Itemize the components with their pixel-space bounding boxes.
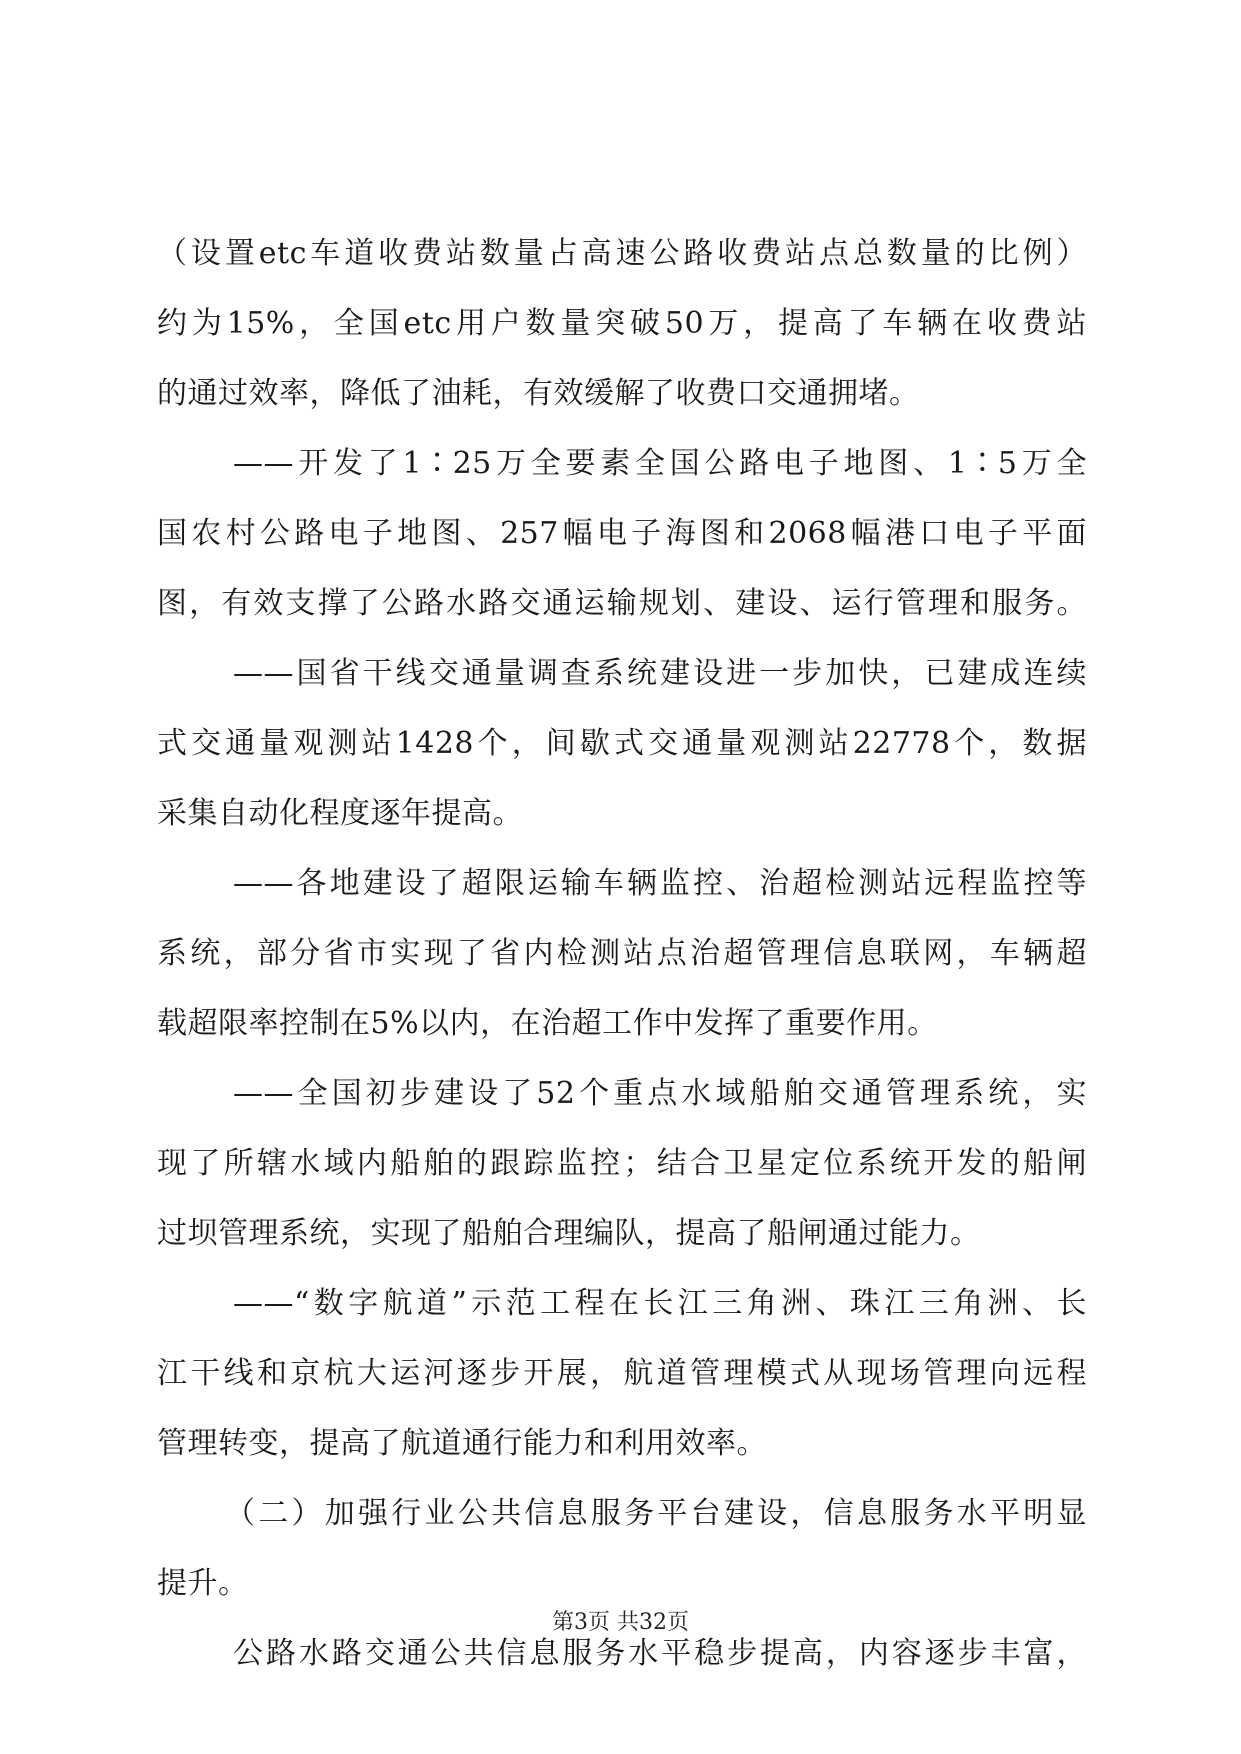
text-line-14: 现了所辖水域内船舶的跟踪监控；结合卫星定位系统开发的船闸	[157, 1146, 1087, 1181]
text-line-1: （设置etc车道收费站数量占高速公路收费站点总数量的比例）	[157, 236, 1087, 271]
text-line-16: ——“数字航道”示范工程在长江三角洲、珠江三角洲、长	[233, 1286, 1087, 1321]
page-footer: 第3页 共32页	[552, 1610, 689, 1635]
text-line-11: 系统，部分省市实现了省内检测站点治超管理信息联网，车辆超	[157, 936, 1087, 971]
text-line-2: 约为15%，全国etc用户数量突破50万，提高了车辆在收费站	[157, 306, 1087, 341]
text-line-10: ——各地建设了超限运输车辆监控、治超检测站远程监控等	[233, 866, 1087, 901]
text-line-12: 载超限率控制在5%以内，在治超工作中发挥了重要作用。	[157, 1006, 938, 1041]
text-line-7: ——国省干线交通量调查系统建设进一步加快，已建成连续	[233, 656, 1087, 691]
text-line-4: ——开发了1∶25万全要素全国公路电子地图、1∶5万全	[233, 446, 1087, 481]
text-line-13: ——全国初步建设了52个重点水域船舶交通管理系统，实	[233, 1076, 1087, 1111]
section-heading-line-1: （二）加强行业公共信息服务平台建设，信息服务水平明显	[225, 1496, 1087, 1531]
text-line-15: 过坝管理系统，实现了船舶合理编队，提高了船闸通过能力。	[157, 1216, 981, 1251]
text-line-21: 公路水路交通公共信息服务水平稳步提高，内容逐步丰富，	[233, 1636, 1087, 1671]
text-line-3: 的通过效率，降低了油耗，有效缓解了收费口交通拥堵。	[157, 376, 920, 411]
text-line-8: 式交通量观测站1428个，间歇式交通量观测站22778个，数据	[157, 726, 1087, 761]
text-line-17: 江干线和京杭大运河逐步开展，航道管理模式从现场管理向远程	[157, 1356, 1087, 1391]
text-line-18: 管理转变，提高了航道通行能力和利用效率。	[157, 1426, 767, 1461]
text-line-9: 采集自动化程度逐年提高。	[157, 796, 523, 831]
section-heading-line-2: 提升。	[157, 1566, 249, 1601]
text-line-6: 图，有效支撑了公路水路交通运输规划、建设、运行管理和服务。	[157, 586, 1087, 621]
text-line-5: 国农村公路电子地图、257幅电子海图和2068幅港口电子平面	[157, 516, 1087, 551]
